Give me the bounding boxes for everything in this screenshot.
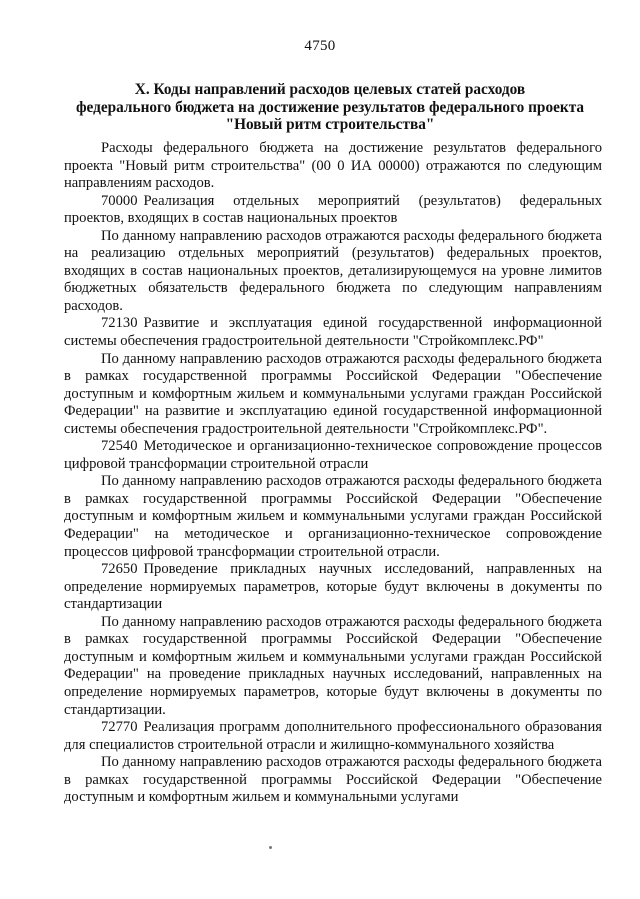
paragraph-text: Реализация отдельных мероприятий (результатов) федеральных проектов, входящих в состав национальных проектов xyxy=(64,192,602,227)
paragraph-text: Методическое и организационно-техническое сопровождение процессов цифровой трансформации строительной отрасли xyxy=(64,438,602,472)
expense-code: 72650 xyxy=(101,561,138,578)
section-title-line: "Новый ритм строительства" xyxy=(225,116,435,133)
section-title-line: федерального бюджета на достижение результатов федерального проекта xyxy=(75,98,585,116)
paragraph-description xyxy=(64,614,602,719)
paragraph-code-72770 xyxy=(64,719,602,754)
paragraph-text: Расходы федерального бюджета на достижение результатов федерального проекта "Новый ритм строительства" (00 0 ИА 00000) отражаются по следующим направлениям расходов. xyxy=(64,140,602,192)
paragraph-text: По данному направлению расходов отражаются расходы федерального бюджета на реализацию отдельных мероприятий (результатов) федеральных проектов, входящих в состав национальных проектов, детализирующемуся на уровне лимитов бюджетных обязательств федерального бюджета по следующим направлениям расходов. xyxy=(64,227,602,314)
section-title-line: X. Коды направлений расходов целевых статей расходов xyxy=(134,81,526,98)
expense-code: 72130 xyxy=(101,315,138,332)
paragraph-text: По данному направлению расходов отражаются расходы федерального бюджета в рамках государственной программы Российской Федерации "Обеспечение доступным и комфортным жильем и коммунальными услугами xyxy=(64,754,602,806)
document-body xyxy=(64,140,602,807)
paragraph-description xyxy=(64,473,602,561)
expense-code: 70000 xyxy=(101,192,138,209)
paragraph-text: Реализация программ дополнительного профессионального образования для специалистов строительной отрасли и жилищно-коммунального хозяйства xyxy=(64,719,602,753)
page-number: 4750 xyxy=(304,38,336,54)
paragraph-text: Развитие и эксплуатация единой государственной информационной системы обеспечения градостроительной деятельности "Стройкомплекс.РФ" xyxy=(64,315,602,350)
expense-code: 72770 xyxy=(101,719,138,736)
paragraph-text: По данному направлению расходов отражаются расходы федерального бюджета в рамках государственной программы Российской Федерации "Обеспечение доступным и комфортным жильем и коммунальными услугами граждан Российской Федерации" на проведение прикладных научных исследований, направленных на определение нормируемых параметров, которые будут включены в документы по стандартизации. xyxy=(64,613,602,718)
scan-speck xyxy=(269,846,272,849)
paragraph-code-72130 xyxy=(64,315,602,350)
paragraph-text: По данному направлению расходов отражаются расходы федерального бюджета в рамках государственной программы Российской Федерации "Обеспечение доступным и комфортным жильем и коммунальными услугами граждан Российской Федерации" на развитие и эксплуатацию единой государственной информационной системы обеспечения градостроительной деятельности "Стройкомплекс.РФ". xyxy=(64,350,602,437)
paragraph-code-72540 xyxy=(64,438,602,473)
paragraph-code-72650 xyxy=(64,561,602,614)
paragraph-description xyxy=(64,754,602,807)
paragraph-description xyxy=(64,351,602,439)
section-title xyxy=(60,81,600,134)
expense-code: 72540 xyxy=(101,438,138,455)
paragraph-code-70000 xyxy=(64,193,602,228)
paragraph-text: По данному направлению расходов отражаются расходы федерального бюджета в рамках государственной программы Российской Федерации "Обеспечение доступным и комфортным жильем и коммунальными услугами граждан Российской Федерации" на методическое и организационно-техническое сопровождение процессов цифровой трансформации строительной отрасли. xyxy=(64,473,602,560)
paragraph-text: Проведение прикладных научных исследований, направленных на определение нормируемых параметров, которые будут включены в документы по стандартизации xyxy=(64,561,602,613)
paragraph-intro xyxy=(64,140,602,193)
paragraph-description xyxy=(64,228,602,316)
